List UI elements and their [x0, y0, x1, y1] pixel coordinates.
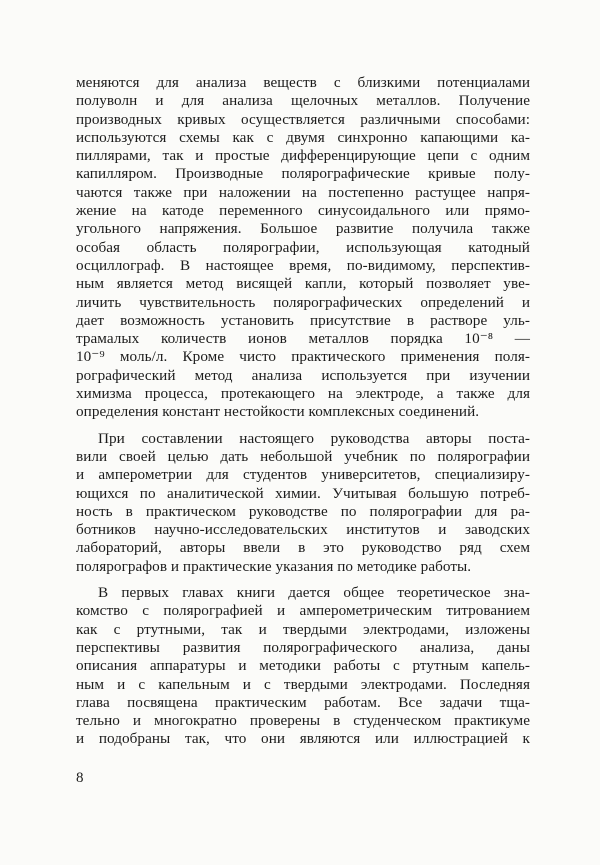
text-line: дает возможность установить присутствие в растворе уль- [76, 311, 530, 329]
text-line: личить чувствительность полярографических определений и [76, 293, 530, 311]
text-line: перспективы развития полярографического анализа, даны [76, 638, 530, 656]
text-line: трамалых количеств ионов металлов порядка 10⁻⁸ — [76, 330, 530, 348]
text-line: меняются для анализа веществ с близкими потенциалами [76, 74, 530, 91]
text-line: осциллограф. В настоящее время, по-видимому, перспектив- [76, 256, 530, 274]
text-line: 10⁻⁹ моль/л. Кроме чисто практического применения поля- [76, 348, 530, 366]
text-line: полярографов и практические указания по методике работы. [76, 557, 472, 575]
page-body [76, 74, 530, 749]
text-line: рографический метод анализа используется при изучении [76, 366, 530, 384]
text-line: При составлении настоящего руководства авторы поста- [98, 429, 530, 447]
text-line: используются схемы как с двумя синхронно капающими ка- [76, 128, 530, 146]
text-line: производных кривых осуществляется различными способами: [76, 110, 530, 128]
text-line: капилляром. Производные полярографические кривые полу- [76, 165, 530, 183]
page-number: 8 [76, 770, 84, 786]
text-line: описания аппаратуры и методики работы с ртутным капель- [76, 657, 530, 675]
text-line: полуволн и для анализа щелочных металлов. Получение [76, 92, 530, 110]
text-line: химизма процесса, протекающего на электроде, а также для [76, 385, 530, 403]
paragraph-gap [76, 422, 530, 430]
text-line: как с ртутными, так и твердыми электродами, изложены [76, 620, 530, 638]
text-line: определения констант нестойкости комплексных соединений. [76, 403, 480, 421]
text-line: ющихся по аналитической химии. Учитывая большую потреб- [76, 484, 530, 502]
paragraph-1 [76, 74, 530, 422]
text-line: ность в практическом руководстве по полярографии для ра- [76, 502, 530, 520]
text-line: комство с полярографией и амперометрическим титрованием [76, 602, 530, 620]
text-line: В первых главах книги дается общее теоретическое зна- [98, 584, 530, 602]
paragraph-gap [76, 576, 530, 584]
text-line: лабораторий, авторы ввели в это руководство ряд схем [76, 539, 530, 557]
text-line: ным и с капельным и с твердыми электродами. Последняя [76, 675, 530, 693]
text-line: и амперометрии для студентов университетов, специализиру- [76, 466, 530, 484]
text-line: ботников научно-исследовательских институтов и заводских [76, 521, 530, 539]
text-line: ным является метод висящей капли, который позволяет уве- [76, 275, 530, 293]
text-line: жение на катоде переменного синусоидального или прямо- [76, 202, 530, 220]
paragraph-2 [76, 430, 530, 576]
text-line: глава посвящена практическим работам. Все задачи тща- [76, 693, 530, 711]
text-line: чаются также при наложении на постепенно растущее напря- [76, 183, 530, 201]
text-line: вили своей целью дать небольшой учебник по полярографии [76, 447, 530, 465]
text-line: угольного напряжения. Большое развитие получила также [76, 220, 530, 238]
text-line: пиллярами, так и простые дифференцирующие цепи с одним [76, 147, 530, 165]
text-line: и подобраны так, что они являются или иллюстрацией к [76, 730, 530, 748]
text-line: особая область полярографии, использующая катодный [76, 238, 530, 256]
paragraph-3 [76, 584, 530, 749]
text-line: тельно и многократно проверены в студенческом практикуме [76, 712, 530, 730]
